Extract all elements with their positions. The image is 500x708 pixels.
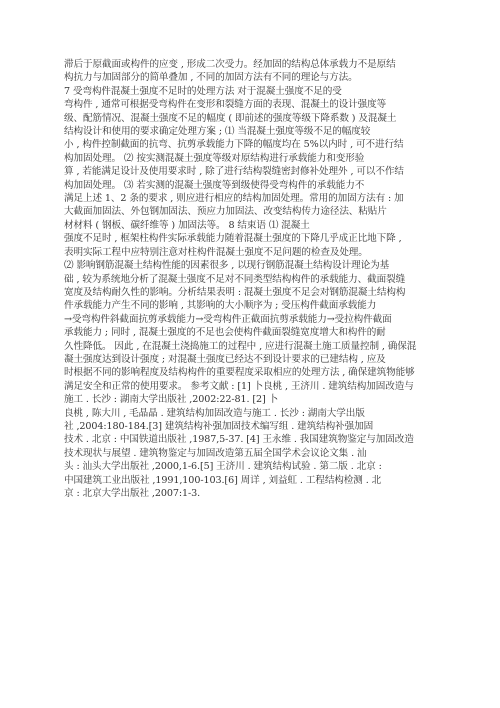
references-line: 技术 . 北京 : 中国铁道出版社 ,1987,5-37. [4] 王永维 . 我国建筑物鉴定与加固改造 <box>64 434 414 446</box>
text-line: 构加固处理。 ⑵ 按实测混凝土强度等级对原结构进行承载能力和变形验 <box>64 152 365 164</box>
references-line: 社 ,2004:180-184.[3] 建筑结构补强加固技术编写组 . 建筑结构补强加固 <box>64 420 374 432</box>
text-line: 弯构件 , 通常可根据受弯构件在变形和裂缝方面的表现、混凝土的设计强度等 <box>64 99 387 111</box>
references-line: 头 : 汕头大学出版社 ,2000,1-6.[5] 王济川 . 建筑结构试验 . 第二版 . 北京 : <box>64 461 382 473</box>
text-line: 满足上述 1、2 条的要求 , 则应进行相应的结构加固处理。常用的加固方法有 : 加 <box>64 193 404 205</box>
references-line: 良桃 , 陈大川 , 毛晶晶 . 建筑结构加固改造与施工 . 长沙 : 湖南大学出版 <box>64 407 365 419</box>
text-line: 久性降低。 因此 , 在混凝土浇捣施工的过程中 , 应进行混凝土施工质量控制 , 确保混 <box>64 340 417 352</box>
text-line: →受弯构件斜截面抗剪承载能力→受弯构件正截面抗剪承载能力→受拉构件截面 <box>64 313 392 325</box>
text-line: 大截面加固法、外包钢加固法、预应力加固法、改变结构传力途径法、粘贴片 <box>64 206 387 218</box>
text-line: 算 , 若能满足设计及使用要求时 , 除了进行结构裂缝密封修补处理外 , 可以不作结 <box>64 166 404 178</box>
text-line: 凝土强度达到设计强度 ; 对混凝土强度已经达不到设计要求的已建结构 , 应及 <box>64 353 386 365</box>
text-line: 构抗力与加固部分的简单叠加 , 不同的加固方法有不同的理论与方法。 <box>64 72 358 84</box>
text-line: 强度不足时 , 框架柱构件实际承载能力随着混凝土强度的下降几乎成正比地下降 , <box>64 233 402 245</box>
text-line: 级、配筋情况、混凝土强度不足的幅度 ( 即前述的强度等级下降系数 ) 及混凝土 <box>64 112 397 124</box>
text-line: ⑵ 影响钢筋混凝土结构性能的因素很多 , 以现行钢筋混凝土结构设计理论为基 <box>64 260 390 272</box>
text-line: 表明实际工程中应特别注意对柱构件混凝土强度不足问题的检查及处理。 <box>64 246 368 258</box>
references-line: 中国建筑工业出版社 ,1991,100-103.[6] 周详 , 刘益虹 . 工程结构检测 . 北 <box>64 474 382 486</box>
references-line: 满足安全和正常的使用要求。 参考文献 : [1] 卜良桃 , 王济川 . 建筑结构加固改造与 <box>64 380 414 392</box>
text-line: 小 , 构件控制截面的抗弯、抗剪承载能力下降的幅度均在 5%以内时 , 可不进行结 <box>64 139 404 151</box>
text-line: 宽度及结构耐久性的影响。分析结果表明 : 混凝土强度不足会对钢筋混凝土结构构 <box>64 286 406 298</box>
section-heading-line: 材材料 ( 钢板、碳纤维等 ) 加固法等。 8 结束语 ⑴ 混凝土 <box>64 219 310 231</box>
text-line: 滞后于原截面或构件的应变 , 形成二次受力。经加固的结构总体承载力不是原结 <box>64 59 396 70</box>
text-line: 础 , 较为系统地分析了混凝土强度不足对不同类型结构构件的承载能力、截面裂缝 <box>64 273 406 285</box>
text-line: 构加固处理。 ⑶ 若实测的混凝土强度等到级使得受弯构件的承载能力不 <box>64 179 365 191</box>
text-line: 时根据不同的影响程度及结构构件的重要程度采取相应的处理方法 , 确保建筑物能够 <box>64 367 415 379</box>
document-body <box>64 58 444 500</box>
references-line: 京 : 北京大学出版社 ,2007:1-3. <box>64 488 201 499</box>
references-line: 技术现状与展望 . 建筑物鉴定与加固改造第五届全国学术会议论文集 . 汕 <box>64 447 367 459</box>
references-line: 施工 . 长沙 : 湖南大学出版社 ,2002:22-81. [2] 卜 <box>64 394 279 406</box>
text-line: 件承载能力产生不同的影响 , 其影响的大小顺序为 ; 受压构件截面承载能力 <box>64 300 377 312</box>
text-line: 结构设计和使用的要求确定处理方案 ; ⑴ 当混凝土强度等级不足的幅度较 <box>64 126 371 138</box>
section-heading-line: 7 受弯构件混凝土强度不足时的处理方法 对于混凝土强度不足的受 <box>64 85 342 97</box>
text-line: 承载能力 ; 同时 , 混凝土强度的不足也会使构件截面裂缝宽度增大和构件的耐 <box>64 327 386 339</box>
